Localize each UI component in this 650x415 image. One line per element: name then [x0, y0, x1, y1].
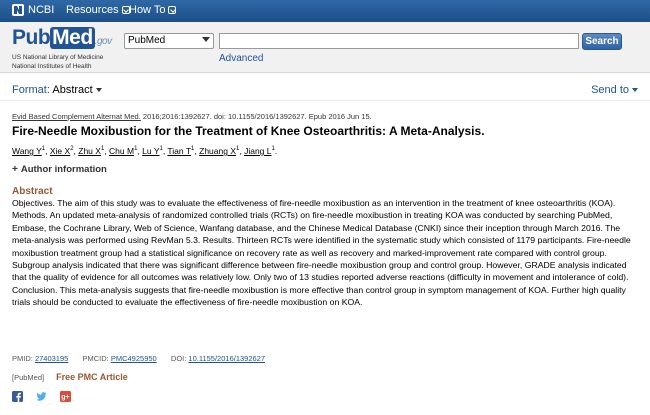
affiliation-number[interactable]: 1 — [191, 146, 195, 153]
dropdown-arrow-icon — [632, 88, 638, 92]
format-label: Format: — [12, 84, 50, 96]
plus-icon: + — [12, 164, 18, 175]
publication-status: [PubMed] — [12, 372, 45, 382]
ncbi-logo-icon — [12, 4, 24, 16]
article-title: Fire-Needle Moxibustion for the Treatment of Knee Osteoarthritis: A Meta-Analysis. — [12, 124, 485, 138]
affiliation-number[interactable]: 1 — [271, 146, 275, 153]
pmid-label: PMID: — [12, 354, 33, 363]
author-link[interactable]: Tian T — [167, 146, 192, 156]
dropdown-arrow-icon — [202, 37, 210, 42]
pmcid-label: PMCID: — [82, 354, 109, 363]
author-information-toggle[interactable] — [12, 164, 107, 175]
search-input[interactable] — [219, 33, 579, 49]
svg-text:g+: g+ — [61, 394, 70, 402]
resources-menu-label: Resources — [66, 4, 119, 16]
send-to-menu[interactable] — [591, 84, 638, 96]
pmid-link[interactable]: 27403195 — [34, 354, 69, 363]
author-list: Wang $Y^1$, Xie $X^2$, Zhu $X^1$, Chu $M^1$, Lu $Y^1$, Tian $T^1$, Zhuang $X^1$, Jiang $L^1$. — [12, 146, 278, 156]
affiliation-number[interactable]: 2 — [70, 146, 74, 153]
how-to-menu-label: How To — [129, 4, 166, 16]
search-button[interactable]: Search — [582, 33, 622, 50]
logo-subtitle-2: National Institutes of Health — [12, 63, 92, 70]
journal-link[interactable]: Evid Based Complement Alternat Med. — [12, 112, 141, 121]
author-link[interactable]: Lu Y — [142, 146, 160, 156]
logo-pub: Pub — [12, 26, 51, 49]
logo-gov: .gov — [94, 36, 112, 47]
pmcid-link[interactable]: PMC4925950 — [110, 354, 157, 363]
publication-status-row — [12, 372, 128, 382]
free-pmc-article-link[interactable]: Free PMC Article — [56, 372, 128, 382]
google-plus-icon[interactable] — [60, 391, 71, 402]
database-select[interactable] — [124, 33, 214, 49]
send-to-label: Send to — [591, 84, 629, 96]
citation — [12, 112, 372, 121]
pubmed-logo-word — [12, 27, 112, 53]
social-share — [12, 391, 84, 402]
advanced-search-link[interactable]: Advanced — [219, 53, 264, 64]
affiliation-number[interactable]: 1 — [134, 146, 138, 153]
abstract-heading: Abstract — [12, 186, 53, 197]
ncbi-logo-text: NCBI — [28, 4, 55, 16]
divider — [0, 100, 650, 101]
dropdown-arrow-icon — [96, 88, 102, 92]
resources-menu[interactable] — [66, 4, 130, 16]
abstract-text: Objectives. The aim of this study was to evaluate the effectiveness of fire-needle moxibustion as an intervention in the treatment of knee osteoarthritis (KOA). Methods. An updated meta-analysis of randomized controlled trials (RCTs) on fire-needle moxibustion in treating KOA was conducted by searching PubMed, Embase, the Cochrane Library, Web of Science, Wanfang database, and the Chinese Medical Database (CNKI) since their inception through March 2016. The meta-analysis was performed using RevMan 5.3. Results. Thirteen RCTs were identified in the systematic study which consisted of 1179 participants. Fire-needle moxibustion treatment group had a statistical significance on recovery rate as well as recovery and marked-improvement rate compared with control group. Subgroup analysis indicated that there was significant difference between fire-needle moxibustion group and control group. However, GRADE analysis indicated that the quality of evidence for all outcomes was relatively low. Only two of 13 studies reported adverse reactions (difficulty in movement and intolerance of cold). Conclusion. This meta-analysis suggests that fire-needle moxibustion is more effective than control group in symptom management of KOA. Further high quality trials should be conducted to evaluate the effectiveness of fire-needle moxibustion on KOA. — [12, 198, 631, 308]
citation-details: 2016;2016:1392627. doi: 10.1155/2016/1392627. Epub 2016 Jun 15. — [140, 112, 372, 121]
author-link[interactable]: Jiang L — [244, 146, 272, 156]
pubmed-header — [0, 22, 650, 73]
logo-med: Med — [52, 26, 93, 49]
doi-link[interactable]: 10.1155/2016/1392627 — [188, 354, 266, 363]
facebook-icon[interactable] — [12, 391, 23, 402]
affiliation-number[interactable]: 1 — [236, 146, 240, 153]
ncbi-logo[interactable] — [12, 4, 54, 16]
ncbi-top-bar — [0, 0, 650, 22]
logo-subtitle-1: US National Library of Medicine — [12, 54, 104, 61]
chevron-down-icon — [168, 6, 176, 14]
author-link[interactable]: Wang Y — [12, 146, 42, 156]
doi-label: DOI: — [170, 354, 187, 363]
twitter-icon[interactable] — [36, 391, 47, 402]
affiliation-number[interactable]: 1 — [100, 146, 105, 153]
format-value: Abstract — [52, 84, 93, 96]
author-link[interactable]: Chu M — [109, 146, 135, 156]
author-information-label: Author information — [20, 164, 107, 175]
pubmed-logo[interactable] — [12, 27, 112, 71]
affiliation-number[interactable]: 1 — [159, 146, 163, 153]
author-link[interactable]: Zhuang X — [199, 146, 236, 156]
article-identifiers — [12, 354, 265, 363]
author-link[interactable]: Zhu X — [78, 146, 101, 156]
database-select-value: PubMed — [128, 35, 166, 46]
affiliation-number[interactable]: 1 — [41, 146, 46, 153]
format-selector[interactable] — [12, 84, 102, 96]
author-link[interactable]: Xie X — [49, 146, 71, 156]
how-to-menu[interactable] — [129, 4, 176, 16]
